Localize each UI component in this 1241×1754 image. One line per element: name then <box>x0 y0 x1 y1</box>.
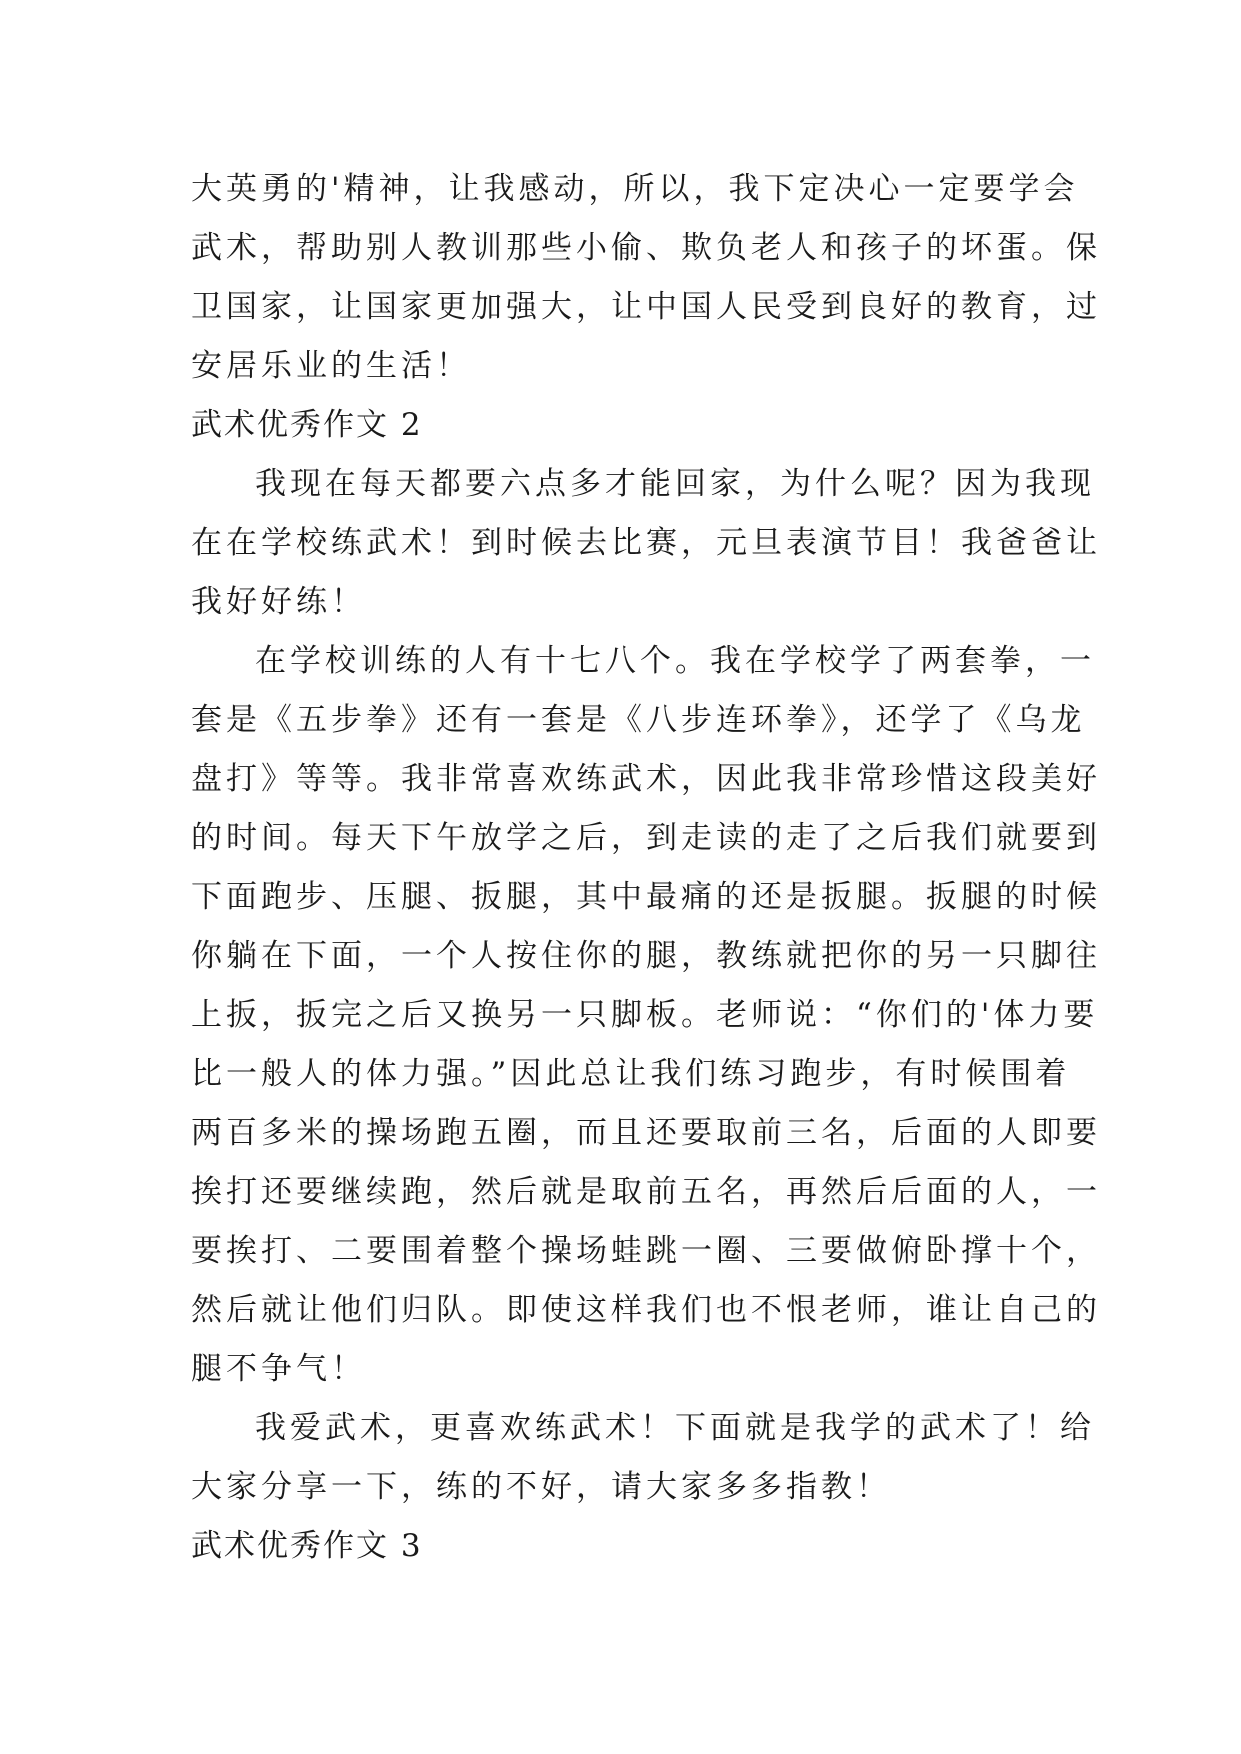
text-line: 两百多米的操场跑五圈，而且还要取前三名，后面的人即要 <box>191 1115 1101 1151</box>
text-line: 然后就让他们归队。即使这样我们也不恨老师，谁让自己的 <box>191 1292 1101 1328</box>
essay-text <box>191 160 1101 1576</box>
text-line: 盘打》等等。我非常喜欢练武术，因此我非常珍惜这段美好 <box>191 761 1101 797</box>
text-line: 大英勇的'精神，让我感动，所以，我下定决心一定要学会 <box>191 171 1079 207</box>
text-line: 大家分享一下，练的不好，请大家多多指教！ <box>191 1469 891 1505</box>
text-line: 上扳，扳完之后又换另一只脚板。老师说：“你们的'体力要 <box>191 997 1099 1033</box>
text-line: 要挨打、二要围着整个操场蛙跳一圈、三要做俯卧撑十个， <box>191 1233 1101 1269</box>
section-heading: 武术优秀作文 2 <box>191 407 423 443</box>
text-line: 下面跑步、压腿、扳腿，其中最痛的还是扳腿。扳腿的时候 <box>191 879 1101 915</box>
text-line: 挨打还要继续跑，然后就是取前五名，再然后后面的人，一 <box>191 1174 1101 1210</box>
section-heading: 武术优秀作文 3 <box>191 1528 423 1564</box>
text-line: 武术，帮助别人教训那些小偷、欺负老人和孩子的坏蛋。保 <box>191 230 1101 266</box>
text-line: 你躺在下面，一个人按住你的腿，教练就把你的另一只脚往 <box>191 938 1101 974</box>
text-line: 安居乐业的生活！ <box>191 348 471 384</box>
text-line: 腿不争气！ <box>191 1351 366 1387</box>
paragraph-first-line: 我爱武术，更喜欢练武术！下面就是我学的武术了！给 <box>255 1410 1095 1446</box>
paragraph-first-line: 我现在每天都要六点多才能回家，为什么呢？因为我现 <box>255 466 1095 502</box>
text-line: 的时间。每天下午放学之后，到走读的走了之后我们就要到 <box>191 820 1101 856</box>
text-line: 在在学校练武术！到时候去比赛，元旦表演节目！我爸爸让 <box>191 525 1101 561</box>
text-line: 我好好练！ <box>191 584 366 620</box>
paragraph-first-line: 在学校训练的人有十七八个。我在学校学了两套拳，一 <box>255 643 1095 679</box>
text-line: 套是《五步拳》还有一套是《八步连环拳》，还学了《乌龙 <box>191 702 1086 738</box>
text-line: 卫国家，让国家更加强大，让中国人民受到良好的教育，过 <box>191 289 1101 325</box>
text-line: 比一般人的体力强。”因此总让我们练习跑步，有时候围着 <box>191 1056 1071 1092</box>
